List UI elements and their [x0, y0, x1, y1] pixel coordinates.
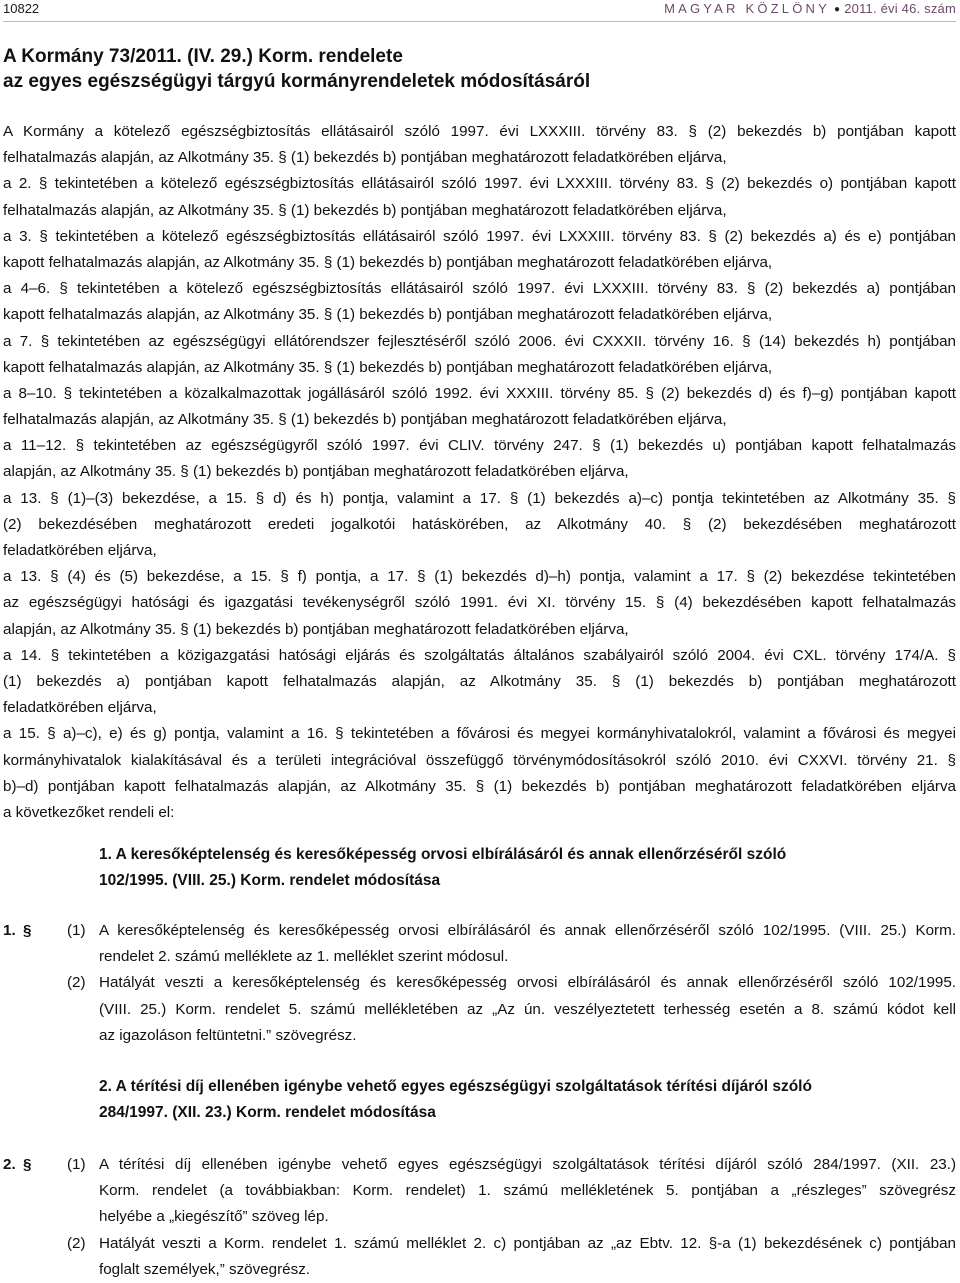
paragraph — [3, 1231, 956, 1283]
paragraph-text — [99, 970, 956, 1049]
preamble — [3, 119, 956, 826]
preamble-line: a 4–6. § tekintetében a kötelező egészségbiztosítás ellátásairól szóló 1997. évi LXXXIII. törvény 83. § (2) bekezdés a) pontjában — [3, 280, 956, 298]
section-sign: § — [23, 1156, 32, 1173]
decree-title — [3, 44, 923, 94]
paragraph-line: foglalt személyek,” szövegrész. — [99, 1260, 311, 1278]
paragraph-number: (1) — [67, 922, 86, 939]
header-rule — [3, 21, 956, 22]
preamble-line: a 3. § tekintetében a kötelező egészségbiztosítás ellátásairól szóló 1997. évi LXXXIII. törvény 83. § (2) bekezdés a) és e) pontjában — [3, 227, 956, 245]
section-heading-line: 284/1997. (XII. 23.) Korm. rendelet módosítása — [99, 1104, 436, 1121]
issue-number: 2011. évi 46. szám — [844, 1, 956, 16]
preamble-line: felhatalmazás alapján, az Alkotmány 35. § (1) bekezdés b) pontjában meghatározott feladatkörében eljárva, — [3, 411, 727, 429]
paragraph-line: (VIII. 25.) Korm. rendelet 5. számú mellékletében az „Az ún. veszélyeztetett terhesség esetén a 8. számú kódot kell — [99, 1000, 956, 1018]
preamble-line: feladatkörében eljárva, — [3, 699, 157, 717]
paragraph-text — [99, 1231, 956, 1283]
preamble-line: a 8–10. § tekintetében a közalkalmazottak jogállásáról szóló 1992. évi XXXIII. törvény 85. § (2) bekezdés d) és f)–g) pontjában kapott — [3, 384, 956, 402]
preamble-line: a 2. § tekintetében a kötelező egészségbiztosítás ellátásairól szóló 1997. évi LXXXIII. törvény 83. § (2) bekezdés o) pontjában kapott — [3, 175, 956, 193]
paragraph-number: (2) — [67, 1234, 86, 1252]
page-number: 10822 — [3, 1, 40, 16]
section-heading-line: 2. A térítési díj ellenében igénybe vehető egyes egészségügyi szolgáltatások térítési díjáról szóló — [99, 1078, 812, 1095]
paragraph — [3, 1152, 956, 1231]
preamble-line: a 15. § a)–c), e) és g) pontja, valamint a 16. § tekintetében a fővárosi és megyei kormányhivatalokról, valamint a fővárosi és megyei — [3, 725, 956, 743]
preamble-line: az egészségügyi hatósági és igazgatási tevékenységről szóló 1991. évi XI. törvény 15. § (4) bekezdésében kapott felhatalmazás — [3, 594, 956, 612]
preamble-line: a 13. § (1)–(3) bekezdése, a 15. § d) és h) pontja, valamint a 17. § (1) bekezdés a)–c) pontja tekintetében az Alkotmány 35. § — [3, 489, 956, 507]
decree-title-line: A Kormány 73/2011. (IV. 29.) Korm. rendelete — [3, 46, 403, 67]
paragraph — [3, 970, 956, 1049]
journal-info — [664, 0, 956, 19]
preamble-line: kapott felhatalmazás alapján, az Alkotmány 35. § (1) bekezdés b) pontjában meghatározott feladatkörében eljárva, — [3, 253, 773, 271]
section-heading-line: 102/1995. (VIII. 25.) Korm. rendelet módosítása — [99, 872, 441, 889]
paragraph-line: Korm. rendelet (a továbbiakban: Korm. rendelet) 1. számú mellékletének 5. pontjában a „részleges” szövegrész — [99, 1182, 956, 1200]
preamble-line: A Kormány a kötelező egészségbiztosítás ellátásairól szóló 1997. évi LXXXIII. törvény 83. § (2) bekezdés b) pontjában kapott — [3, 123, 956, 140]
running-header — [3, 0, 956, 20]
section-number: 1. — [3, 922, 16, 939]
preamble-line: alapján, az Alkotmány 35. § (1) bekezdés b) pontjában meghatározott feladatkörében eljárva, — [3, 463, 629, 481]
section-sign: § — [23, 922, 32, 939]
preamble-line: a 14. § tekintetében a közigazgatási hatósági eljárás és szolgáltatás általános szabályairól szóló 2004. évi CXL. törvény 174/A. § — [3, 646, 956, 664]
paragraph-line: Hatályát veszti a keresőképtelenség és keresőképesség orvosi elbírálásáról és annak ellenőrzéséről szóló 102/1995. — [99, 974, 956, 992]
journal-name: MAGYAR KÖZLÖNY — [664, 1, 830, 16]
decree-title-line: az egyes egészségügyi tárgyú kormányrendeletek módosításáról — [3, 71, 591, 92]
preamble-line: a következőket rendeli el: — [3, 803, 175, 821]
paragraph-text — [99, 1152, 956, 1231]
preamble-line: a 7. § tekintetében az egészségügyi ellátórendszer fejlesztéséről szóló 2006. évi CXXXII. törvény 16. § (14) bekezdés h) pontjában — [3, 332, 956, 350]
paragraph-line: helyébe a „kiegészítő” szöveg lép. — [99, 1208, 329, 1226]
section-heading-line: 1. A keresőképtelenség és keresőképesség orvosi elbírálásáról és annak ellenőrzéséről szóló — [99, 846, 787, 863]
preamble-line: a 11–12. § tekintetében az egészségügyről szóló 1997. évi CLIV. törvény 247. § (1) bekezdés u) pontjában kapott felhatalmazás — [3, 437, 956, 455]
section-number: 2. — [3, 1156, 16, 1173]
preamble-line: kapott felhatalmazás alapján, az Alkotmány 35. § (1) bekezdés b) pontjában meghatározott feladatkörében eljárva, — [3, 358, 773, 376]
section-block — [3, 918, 956, 1049]
paragraph-number: (2) — [67, 974, 86, 992]
preamble-line: b)–d) pontjában kapott felhatalmazás alapján, az Alkotmány 35. § (1) bekezdés b) pontjában meghatározott feladatkörében eljárva — [3, 777, 956, 795]
paragraph-line: A térítési díj ellenében igénybe vehető egyes egészségügyi szolgáltatások térítési díjáról szóló 284/1997. (XII. 23.) — [99, 1156, 956, 1173]
paragraph-line: Hatályát veszti a Korm. rendelet 1. számú melléklet 2. c) pontjában az „az Ebtv. 12. §-a (1) bekezdésének c) pontjában — [99, 1234, 956, 1252]
preamble-line: kormányhivatalok kialakításával és a területi integrációval összefüggő törvénymódosításokról szóló 2010. évi CXXVI. törvény 21. § — [3, 751, 956, 769]
preamble-line: alapján, az Alkotmány 35. § (1) bekezdés b) pontjában meghatározott feladatkörében eljárva, — [3, 620, 629, 638]
preamble-line: feladatkörében eljárva, — [3, 542, 157, 559]
bullet-separator-icon: ● — [833, 4, 841, 15]
preamble-line: kapott felhatalmazás alapján, az Alkotmány 35. § (1) bekezdés b) pontjában meghatározott feladatkörében eljárva, — [3, 306, 773, 324]
preamble-line: (1) bekezdés a) pontjában kapott felhatalmazás alapján, az Alkotmány 35. § (1) bekezdés b) pontjában meghatározott — [3, 672, 956, 690]
paragraph-line: rendelet 2. számú melléklete az 1. melléklet szerint módosul. — [99, 948, 509, 966]
section-heading — [99, 842, 899, 894]
preamble-line: a 13. § (4) és (5) bekezdése, a 15. § f) pontja, a 17. § (1) bekezdés d)–h) pontja, valamint a 17. § (2) bekezdése tekintetében — [3, 568, 956, 586]
paragraph-line: az igazoláson feltüntetni.” szövegrész. — [99, 1026, 357, 1044]
section-heading — [99, 1074, 899, 1126]
preamble-line: felhatalmazás alapján, az Alkotmány 35. § (1) bekezdés b) pontjában meghatározott feladatkörében eljárva, — [3, 201, 727, 219]
preamble-line: (2) bekezdésében meghatározott eredeti jogalkotói hatáskörében, az Alkotmány 40. § (2) bekezdésében meghatározott — [3, 515, 956, 533]
paragraph-text — [99, 918, 956, 970]
paragraph-line: A keresőképtelenség és keresőképesség orvosi elbírálásáról és annak ellenőrzéséről szóló 102/1995. (VIII. 25.) Korm. — [99, 922, 956, 939]
section-block — [3, 1152, 956, 1283]
paragraph — [3, 918, 956, 970]
preamble-line: felhatalmazás alapján, az Alkotmány 35. § (1) bekezdés b) pontjában meghatározott feladatkörében eljárva, — [3, 149, 727, 167]
paragraph-number: (1) — [67, 1156, 86, 1173]
